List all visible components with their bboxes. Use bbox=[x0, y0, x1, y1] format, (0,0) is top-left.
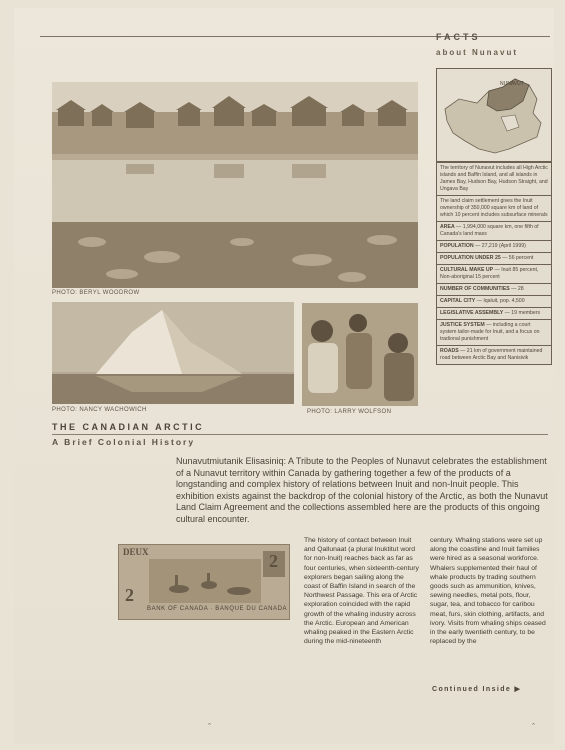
continued-inside-link: Continued Inside ▶ bbox=[432, 686, 522, 693]
fold-mark: ˆ bbox=[208, 722, 211, 732]
iceberg-photo bbox=[52, 302, 294, 404]
fact-item: POPULATION UNDER 25 — 56 percent bbox=[436, 253, 552, 265]
banknote-numeral: 2 bbox=[125, 585, 134, 605]
fact-item: JUSTICE SYSTEM — including a court system tailor-made for Inuit, and a focus on tradional punishment bbox=[436, 320, 552, 346]
nunavut-map bbox=[436, 68, 552, 162]
fact-item: The land claim settlement gives the Inuit ownership of 350,000 square km of land of which 10 percent includes subsurface minerals bbox=[436, 196, 552, 222]
banknote-image bbox=[118, 544, 290, 620]
section-rule bbox=[52, 434, 548, 435]
fact-item: AREA — 1,994,000 square km, one fifth of Canada's land mass bbox=[436, 222, 552, 241]
body-column-2: century. Whaling stations were set up along the coastline and Inuit families were hired as a seasonal workforce. Whalers supplemented their haul of whale products by trading southern goods such as ammunition, knives, sewing needles, metal pots, flour, sugar, tea, and tobacco for caribou meat, furs, skin clothing, artifacts, and ivory. Visits from whaling ships ceased in the early twentieth century, to be replaced by the bbox=[430, 537, 546, 646]
fold-mark: ˆ bbox=[532, 722, 535, 732]
body-column-1: The history of contact between Inuit and Qallunaat (a plural Inuktitut word for non-Inuit) reaches back as far as four centuries, when sixteenth-century explorers began sailing along the coast of Baffin Island in search of the Northwest Passage. This era of Arctic exploration coincided with the rapid growth of the whaling industry across the Arctic. European and American whaling peaked in the Eastern Arctic during the mid-nineteenth bbox=[304, 537, 419, 646]
section-subtitle: A Brief Colonial History bbox=[52, 437, 196, 447]
fact-item: POPULATION — 27,219 (April 1999) bbox=[436, 241, 552, 253]
fact-item: CAPITAL CITY — Iqaluit, pop. 4,500 bbox=[436, 296, 552, 308]
people-photo-caption: PHOTO: LARRY WOLFSON bbox=[307, 409, 392, 415]
intro-paragraph: Nunavutmiutanik Elisasiniq: A Tribute to the Peoples of Nunavut celebrates the establishment of a Nunavut territory within Canada by gathering together a few of the products of a longstanding and complex history of relations between Inuit and non-Inuit people. This exhibition exists against the backdrop of the colonial history of the Arctic, as both the Nunavut Land Claim Agreement and the collections assembled here are the products of this ongoing cultural encounter. bbox=[176, 456, 548, 524]
facts-list bbox=[436, 162, 552, 365]
fact-item: LEGISLATIVE ASSEMBLY — 19 members bbox=[436, 308, 552, 320]
facts-subheading: about Nunavut bbox=[436, 48, 518, 57]
banknote-numeral: 2 bbox=[269, 551, 278, 571]
village-photo-caption: PHOTO: BERYL WOODROW bbox=[52, 290, 140, 296]
banknote-bank-name: BANK OF CANADA · BANQUE DU CANADA bbox=[147, 606, 288, 612]
fact-item: ROADS — 21 km of government maintained road between Arctic Bay and Nanisivik bbox=[436, 346, 552, 365]
fact-item: The territory of Nunavut includes all High Arctic islands and Baffin Island, and all islands in James Bay, Hudson Bay, Hudson Straight, and Ungava Bay bbox=[436, 162, 552, 196]
iceberg-photo-caption: PHOTO: NANCY WACHOWICH bbox=[52, 407, 147, 413]
banknote-word: DEUX bbox=[123, 547, 149, 557]
facts-heading: FACTS bbox=[436, 32, 481, 42]
fact-item: CULTURAL MAKE UP — Inuit 85 percent, Non-aboriginal 15 percent bbox=[436, 265, 552, 284]
map-label: NUNAVUT bbox=[500, 81, 524, 87]
section-title: THE CANADIAN ARCTIC bbox=[52, 422, 205, 432]
people-photo bbox=[302, 303, 418, 406]
fact-item: NUMBER OF COMMUNITIES — 28 bbox=[436, 284, 552, 296]
village-photo bbox=[52, 82, 418, 288]
